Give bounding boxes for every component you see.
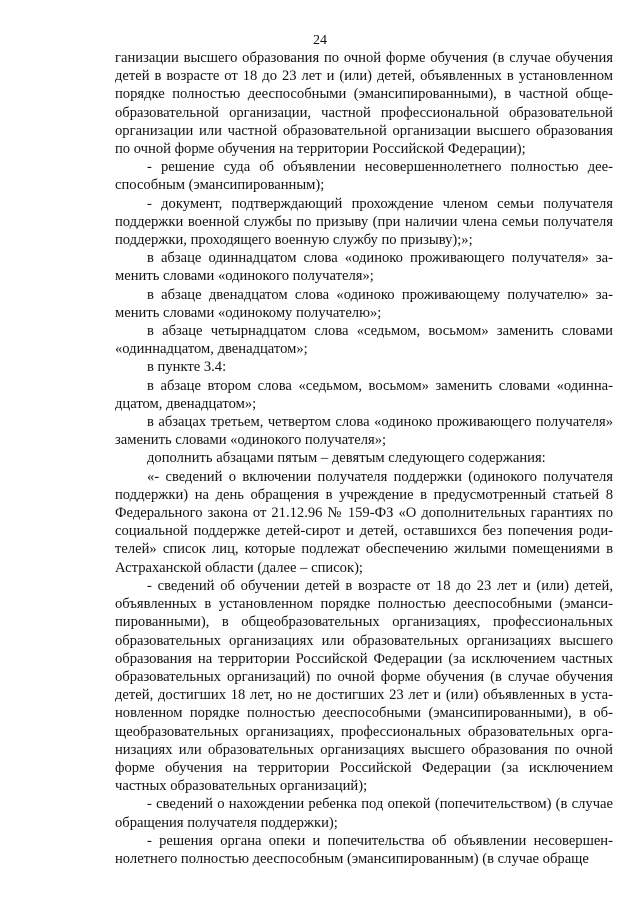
paragraph-6: в абзаце четырнадцатом слова «седьмом, восьмом» заменить словами «одиннадцатом, двенадцатом»; (115, 323, 613, 358)
paragraph-2: - решение суда об объявлении несовершеннолетнего полностью дееспособным (эмансипированным); (115, 159, 613, 194)
paragraph-3: - документ, подтверждающий прохождение членом семьи получателя поддержки военной службы по призыву (при наличии члена семьи получателя поддержки, проходящего военную службу по призыву);»; (115, 195, 613, 249)
paragraph-8: в абзаце втором слова «седьмом, восьмом» заменить словами «одиннадцатом, двенадцатом»; (115, 377, 613, 412)
paragraph-11: «- сведений о включении получателя поддержки (одинокого получателя поддержки) на день обращения в учреждение в предусмотренный статьей 8 Федерального закона от 21.12.96 № 159-ФЗ «О дополнительных гарантиях по социальной поддержке детей-сирот и детей, оставшихся без попечения родителей» список лиц, которые подлежат обеспечению жилыми помещениями в Астраханской области (далее – список); (115, 468, 613, 576)
paragraph-10: дополнить абзацами пятым – девятым следующего содержания: (147, 450, 546, 467)
page-number: 24 (313, 33, 327, 48)
paragraph-14: - решения органа опеки и попечительства об объявлении несовершеннолетнего полностью дееспособным (эмансипированным) (в случае обраще (115, 832, 613, 867)
paragraph-5: в абзаце двенадцатом слова «одиноко проживающему получателю» заменить словами «одинокому получателю»; (115, 286, 613, 321)
paragraph-1: ганизации высшего образования по очной форме обучения (в случае обучения детей в возрасте от 18 до 23 лет и (или) детей, объявленных в установленном порядке полностью дееспособными (эмансипированными), в частной общеобразовательной организации, частной профессиональной образовательной организации или частной образовательной организации высшего образования по очной форме обучения на территории Российской Федерации); (115, 50, 613, 158)
document-body (115, 49, 613, 868)
paragraph-9: в абзацах третьем, четвертом слова «одиноко проживающего получателя» заменить словами «одинокого получателя»; (115, 414, 613, 449)
paragraph-12: - сведений об обучении детей в возрасте от 18 до 23 лет и (или) детей, объявленных в установленном порядке полностью дееспособными (эмансипированными), в общеобразовательных организациях, профессиональных образовательных организациях или образовательных организациях высшего образования на территории Российской Федерации (за исключением частных образовательных организаций) по очной форме обучения (в случае обучения детей, достигших 18 лет, но не достигших 23 лет и (или) объявленных в установленном порядке полностью дееспособными (эмансипированными), в общеобразовательных организациях, профессиональных образовательных организациях или образовательных организациях высшего образования по очной форме обучения на территории Российской Федерации (за исключением частных образовательных организаций); (115, 577, 613, 795)
paragraph-13: - сведений о нахождении ребенка под опекой (попечительством) (в случае обращения получателя поддержки); (115, 796, 613, 831)
paragraph-7: в пункте 3.4: (147, 359, 227, 376)
paragraph-4: в абзаце одиннадцатом слова «одиноко проживающего получателя» заменить словами «одинокого получателя»; (115, 250, 613, 285)
